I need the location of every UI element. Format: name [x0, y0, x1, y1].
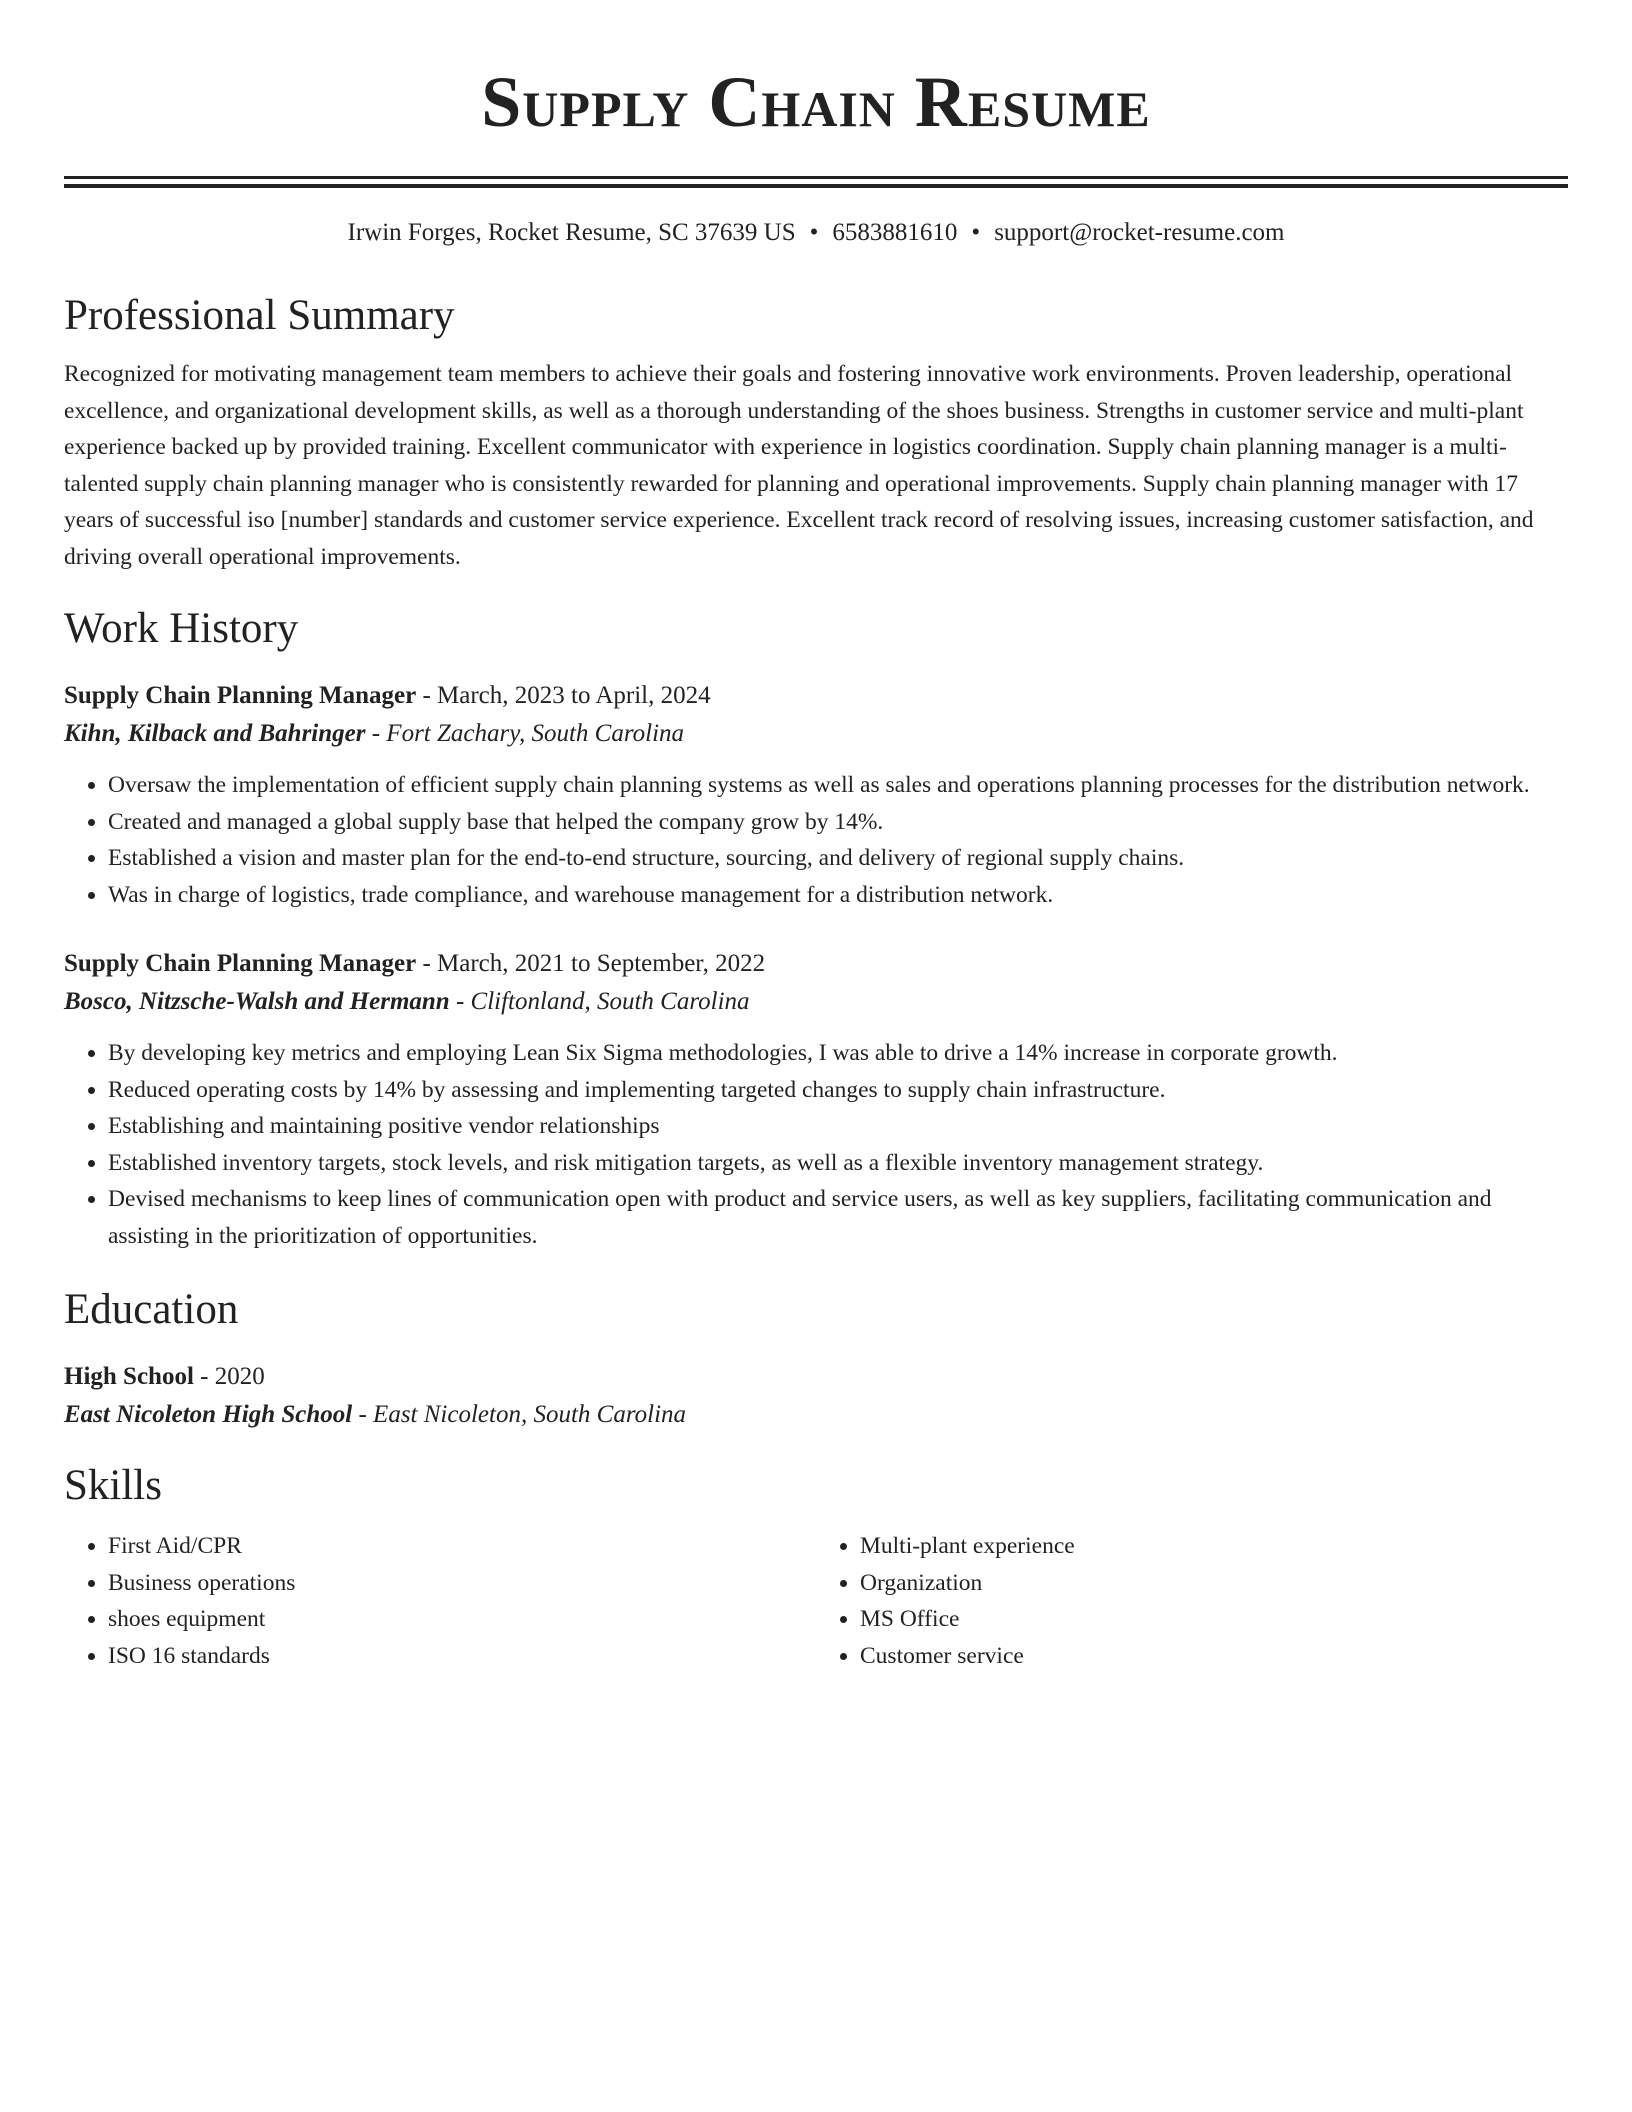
- list-item: • Reduced operating costs by 14% by assessing and implementing targeted changes to supply chain infrastructure.: [108, 1072, 1568, 1109]
- education-heading: Education: [64, 1286, 239, 1333]
- skill-item: • shoes equipment: [108, 1601, 816, 1638]
- job-title: Supply Chain Planning Manager: [64, 682, 417, 709]
- list-item: • Established a vision and master plan for the end-to-end structure, sourcing, and delivery of regional supply chains.: [108, 840, 1568, 877]
- title-double-rule: [64, 176, 1568, 188]
- skills-right-list: [816, 1528, 1568, 1674]
- job-entry: [64, 677, 1568, 913]
- skill-item: • First Aid/CPR: [108, 1528, 816, 1565]
- job-dates: - March, 2023 to April, 2024: [416, 682, 711, 709]
- contact-email: support@rocket-resume.com: [994, 219, 1285, 246]
- resume-title: Supply Chain Resume: [481, 62, 1151, 142]
- list-item: • Was in charge of logistics, trade compliance, and warehouse management for a distribution network.: [108, 877, 1568, 914]
- contact-separator: •: [809, 219, 819, 246]
- education-degree: High School: [64, 1363, 194, 1390]
- skill-item: • Customer service: [860, 1638, 1568, 1675]
- education-entry: [64, 1358, 1568, 1434]
- job-title: Supply Chain Planning Manager: [64, 950, 417, 977]
- skills-left-list: [64, 1528, 816, 1674]
- list-item: • By developing key metrics and employing Lean Six Sigma methodologies, I was able to drive a 14% increase in corporate growth.: [108, 1035, 1568, 1072]
- job-bullets: [64, 767, 1568, 913]
- contact-line: [64, 216, 1568, 250]
- summary-heading: Professional Summary: [64, 292, 455, 339]
- contact-separator: •: [971, 219, 981, 246]
- skill-item: • Organization: [860, 1565, 1568, 1602]
- job-entry: [64, 945, 1568, 1254]
- education-year: - 2020: [193, 1363, 265, 1390]
- job-title-line: [64, 945, 1568, 983]
- skill-item: • Multi-plant experience: [860, 1528, 1568, 1565]
- job-company-line: [64, 983, 1568, 1021]
- education-degree-line: [64, 1358, 1568, 1396]
- list-item: • Oversaw the implementation of efficient supply chain planning systems as well as sales and operations planning processes for the distribution network.: [108, 767, 1568, 804]
- job-location: - Cliftonland, South Carolina: [449, 988, 750, 1015]
- work-history-heading: Work History: [64, 605, 299, 652]
- list-item: • Devised mechanisms to keep lines of communication open with product and service users, as well as key suppliers, facilitating communication and assisting in the prioritization of opportunities.: [108, 1181, 1568, 1254]
- education-school: East Nicoleton High School: [64, 1401, 353, 1428]
- education-location: - East Nicoleton, South Carolina: [352, 1401, 687, 1428]
- job-title-line: [64, 677, 1568, 715]
- skills-heading: Skills: [64, 1462, 162, 1509]
- summary-text: Recognized for motivating management team members to achieve their goals and fostering innovative work environments. Proven leadership, operational excellence, and organizational development skills, as well as a thorough understanding of the shoes business. Strengths in customer service and multi-plant experience backed up by provided training. Excellent communicator with experience in logistics coordination. Supply chain planning manager is a multi-talented supply chain planning manager who is consistently rewarded for planning and operational improvements. Supply chain planning manager with 17 years of successful iso [number] standards and customer service experience. Excellent track record of resolving issues, increasing customer satisfaction, and driving overall operational improvements.: [64, 361, 1534, 570]
- contact-address: Irwin Forges, Rocket Resume, SC 37639 US: [347, 219, 796, 246]
- job-bullets: [64, 1035, 1568, 1254]
- skill-item: • ISO 16 standards: [108, 1638, 816, 1675]
- job-company: Bosco, Nitzsche-Walsh and Hermann: [64, 988, 450, 1015]
- list-item: • Established inventory targets, stock levels, and risk mitigation targets, as well as a flexible inventory management strategy.: [108, 1145, 1568, 1182]
- skill-item: • MS Office: [860, 1601, 1568, 1638]
- list-item: • Created and managed a global supply base that helped the company grow by 14%.: [108, 804, 1568, 841]
- job-company: Kihn, Kilback and Bahringer: [64, 720, 366, 747]
- job-company-line: [64, 715, 1568, 753]
- job-location: - Fort Zachary, South Carolina: [365, 720, 685, 747]
- job-dates: - March, 2021 to September, 2022: [416, 950, 766, 977]
- education-school-line: [64, 1396, 1568, 1434]
- skills-columns: [64, 1528, 1568, 1674]
- list-item: • Establishing and maintaining positive vendor relationships: [108, 1108, 1568, 1145]
- contact-phone: 6583881610: [832, 219, 958, 246]
- skill-item: • Business operations: [108, 1565, 816, 1602]
